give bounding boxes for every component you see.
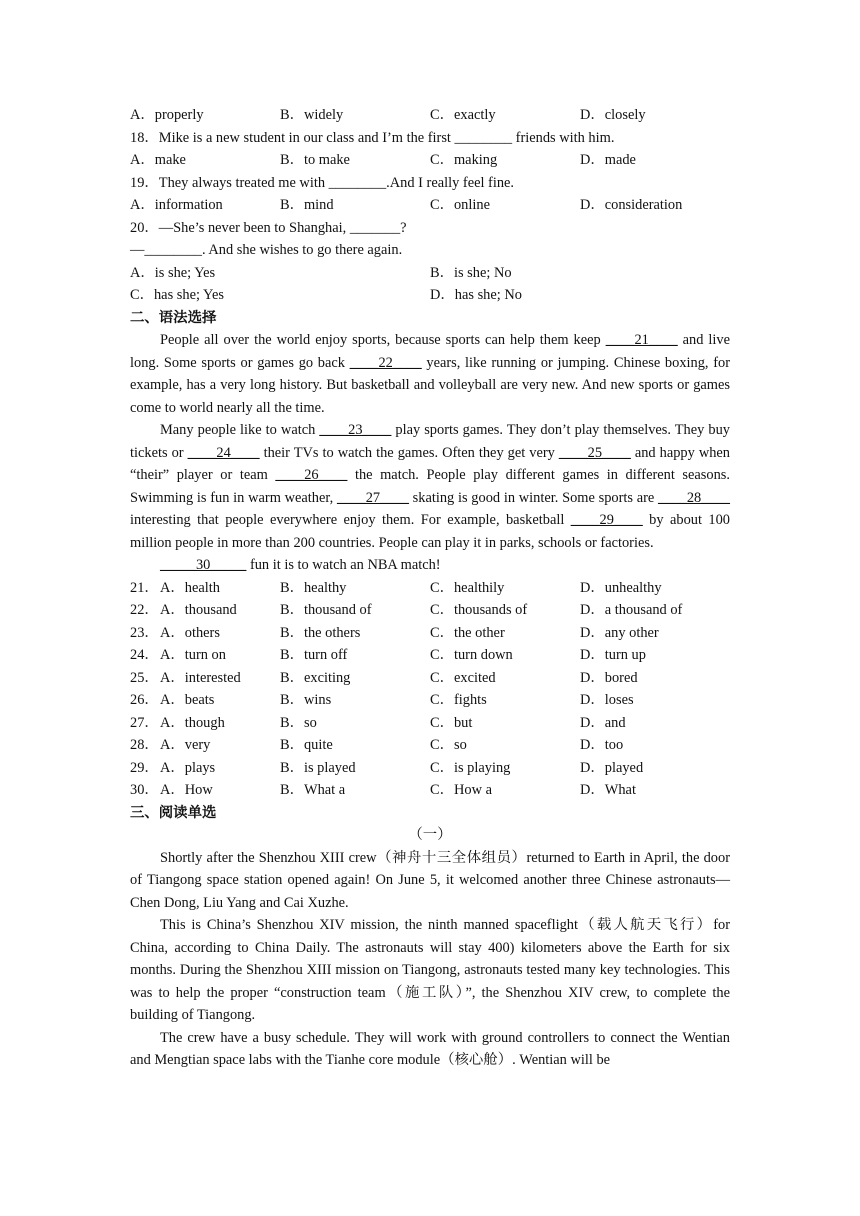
grammar-paragraph-1 xyxy=(130,329,730,419)
option-b[interactable]: B．turn off xyxy=(280,647,348,663)
option-d[interactable]: D．unhealthy xyxy=(580,579,662,596)
option-d[interactable]: D．turn up xyxy=(580,647,646,663)
blank-29: ____29____ xyxy=(570,512,643,528)
option-a[interactable]: A．plays xyxy=(160,759,216,776)
q20-option-b[interactable]: B．is she; No xyxy=(430,264,512,281)
question-number: 22． xyxy=(130,602,159,618)
q19-option-d[interactable]: D．consideration xyxy=(580,197,683,213)
question-row xyxy=(130,712,730,735)
text: and happy when “their” player or team xyxy=(130,444,730,483)
q18-option-b[interactable]: B．to make xyxy=(280,152,350,168)
option-b[interactable]: B．the others xyxy=(280,624,361,641)
option-a[interactable]: A．though xyxy=(160,714,225,731)
q19-option-b[interactable]: B．mind xyxy=(280,197,334,213)
reading-paragraph-3: The crew have a busy schedule. They will work with ground controllers to connect the Wentian and Mengtian space labs with the Tianhe core module（核心舱）. Wentian will be xyxy=(130,1029,730,1068)
option-d[interactable]: D．bored xyxy=(580,669,638,686)
q17-option-c[interactable]: C．exactly xyxy=(430,107,496,123)
q20-stem: 20．—She’s never been to Shanghai, _______? xyxy=(130,219,407,236)
grammar-paragraph-3 xyxy=(130,554,730,577)
q18-option-c[interactable]: C．making xyxy=(430,152,498,168)
q17-option-d[interactable]: D．closely xyxy=(580,107,646,123)
option-c[interactable]: C．turn down xyxy=(430,647,513,663)
option-d[interactable]: D．played xyxy=(580,759,644,776)
question-row xyxy=(130,577,730,600)
text: skating is good in winter. Some sports are xyxy=(408,489,659,506)
q17-options xyxy=(130,104,730,127)
option-a[interactable]: A．others xyxy=(160,624,220,641)
option-c[interactable]: C．fights xyxy=(430,692,487,708)
text: and live long. Some sports or games go back xyxy=(130,332,730,371)
option-d[interactable]: D．a thousand of xyxy=(580,602,683,618)
blank-30: _____30_____ xyxy=(160,557,247,573)
question-row xyxy=(130,599,730,622)
grammar-passage xyxy=(130,329,730,577)
text: the match. People play different games in different seasons. Swimming is fun in warm weather, xyxy=(130,467,730,506)
text: fun it is to watch an NBA match! xyxy=(246,557,441,573)
option-c[interactable]: C．so xyxy=(430,737,467,753)
q20-options-row1 xyxy=(130,262,730,285)
option-c[interactable]: C．the other xyxy=(430,624,505,641)
grammar-question-list xyxy=(130,577,730,802)
question-row xyxy=(130,644,730,667)
q18-option-a[interactable]: A．make xyxy=(130,152,186,168)
q20-option-a[interactable]: A．is she; Yes xyxy=(130,264,216,281)
grammar-paragraph-2 xyxy=(130,419,730,554)
option-b[interactable]: B．healthy xyxy=(280,579,347,596)
question-number: 21． xyxy=(130,579,159,596)
text: People all over the world enjoy sports, because sports can help them keep xyxy=(160,332,606,348)
option-c[interactable]: C．How a xyxy=(430,782,492,798)
q19-stem: 19．They always treated me with ________.And I really feel fine. xyxy=(130,174,515,191)
question-number: 23． xyxy=(130,624,159,641)
blank-23: ____23____ xyxy=(319,422,392,438)
q20-stem-response: —________. And she wishes to go there again. xyxy=(130,242,403,258)
blank-27: ____27____ xyxy=(336,489,409,506)
section2-title: 二、语法选择 xyxy=(130,309,217,326)
option-c[interactable]: C．thousands of xyxy=(430,602,528,618)
q17-option-a[interactable]: A．properly xyxy=(130,107,204,123)
question-number: 25． xyxy=(130,669,159,686)
reading-passage-1 xyxy=(130,847,730,1072)
question-row xyxy=(130,734,730,757)
q19-option-c[interactable]: C．online xyxy=(430,197,490,213)
question-number: 30． xyxy=(130,782,159,798)
option-a[interactable]: A．very xyxy=(160,737,211,753)
option-a[interactable]: A．interested xyxy=(160,669,241,686)
q20-option-d[interactable]: D．has she; No xyxy=(430,287,522,303)
text: their TVs to watch the games. Often they get very xyxy=(259,444,559,461)
option-c[interactable]: C．but xyxy=(430,714,473,731)
text: years, like running or jumping. Chinese boxing, for example, has a very long history. But basketball and volleyball are very new. And new sports or games come to world nearly all the time. xyxy=(130,354,730,416)
reading-paragraph-2: This is China’s Shenzhou XIV mission, the ninth manned spaceflight（载人航天飞行）for China, according to China Daily. The astronauts will stay 400) kilometers above the Earth for six months. During the Shenzhou XIII mission on Tiangong, astronauts tested many key technologies. This was to help the proper “construction team（施工队）”, the Shenzhou XIV crew, to complete the building of Tiangong. xyxy=(130,917,730,1023)
blank-21: ____21____ xyxy=(605,332,678,348)
option-b[interactable]: B．is played xyxy=(280,759,356,776)
reading-part-label: （一） xyxy=(408,827,452,843)
option-d[interactable]: D．and xyxy=(580,714,626,731)
option-b[interactable]: B．wins xyxy=(280,692,332,708)
option-d[interactable]: D．any other xyxy=(580,624,659,641)
option-c[interactable]: C．is playing xyxy=(430,759,511,776)
option-b[interactable]: B．so xyxy=(280,714,317,731)
text: interesting that people everywhere enjoy them. For example, basketball xyxy=(130,512,571,528)
blank-26: ____26____ xyxy=(275,467,348,483)
question-number: 26． xyxy=(130,692,159,708)
option-d[interactable]: D．loses xyxy=(580,692,634,708)
question-number: 24． xyxy=(130,647,159,663)
question-row xyxy=(130,667,730,690)
question-number: 29． xyxy=(130,759,159,776)
option-d[interactable]: D．too xyxy=(580,737,624,753)
question-row xyxy=(130,622,730,645)
section3-title: 三、阅读单选 xyxy=(130,804,217,821)
blank-28: ____28____ xyxy=(658,489,730,506)
q19-options xyxy=(130,194,730,217)
option-c[interactable]: C．healthily xyxy=(430,579,505,596)
option-a[interactable]: A．health xyxy=(160,579,220,596)
option-a[interactable]: A．How xyxy=(160,782,213,798)
option-b[interactable]: B．quite xyxy=(280,737,333,753)
text: play sports games. They don’t play themselves. They buy tickets or xyxy=(130,422,730,461)
q18-stem: 18．Mike is a new student in our class and I’m the first ________ friends with him. xyxy=(130,129,615,146)
question-row xyxy=(130,689,730,712)
q18-options xyxy=(130,149,730,172)
option-c[interactable]: C．excited xyxy=(430,669,496,686)
option-a[interactable]: A．turn on xyxy=(160,647,226,663)
option-b[interactable]: B．What a xyxy=(280,782,346,798)
question-row xyxy=(130,779,730,802)
question-row xyxy=(130,757,730,780)
blank-24: ____24____ xyxy=(187,444,260,461)
q17-option-b[interactable]: B．widely xyxy=(280,107,344,123)
blank-22: ____22____ xyxy=(349,354,422,371)
exam-page xyxy=(130,104,730,1072)
option-b[interactable]: B．thousand of xyxy=(280,602,372,618)
text: Many people like to watch xyxy=(160,422,320,438)
q20-options-row2 xyxy=(130,284,730,307)
option-a[interactable]: A．beats xyxy=(160,692,215,708)
reading-paragraph-1: Shortly after the Shenzhou XIII crew（神舟十三全体组员）returned to Earth in April, the door of Tiangong space station opened again! On June 5, it welcomed another three Chinese astronauts—Chen Dong, Liu Yang and Cai Xuzhe. xyxy=(130,849,730,911)
blank-25: ____25____ xyxy=(558,444,631,461)
q19-option-a[interactable]: A．information xyxy=(130,197,223,213)
text: by about 100 million people in more than 200 countries. People can play it in parks, schools or factories. xyxy=(130,512,730,551)
question-number: 28． xyxy=(130,737,159,753)
q20-option-c[interactable]: C．has she; Yes xyxy=(130,287,224,303)
question-number: 27． xyxy=(130,714,159,731)
option-d[interactable]: D．What xyxy=(580,782,636,798)
q18-option-d[interactable]: D．made xyxy=(580,152,636,168)
option-b[interactable]: B．exciting xyxy=(280,669,351,686)
option-a[interactable]: A．thousand xyxy=(160,602,237,618)
